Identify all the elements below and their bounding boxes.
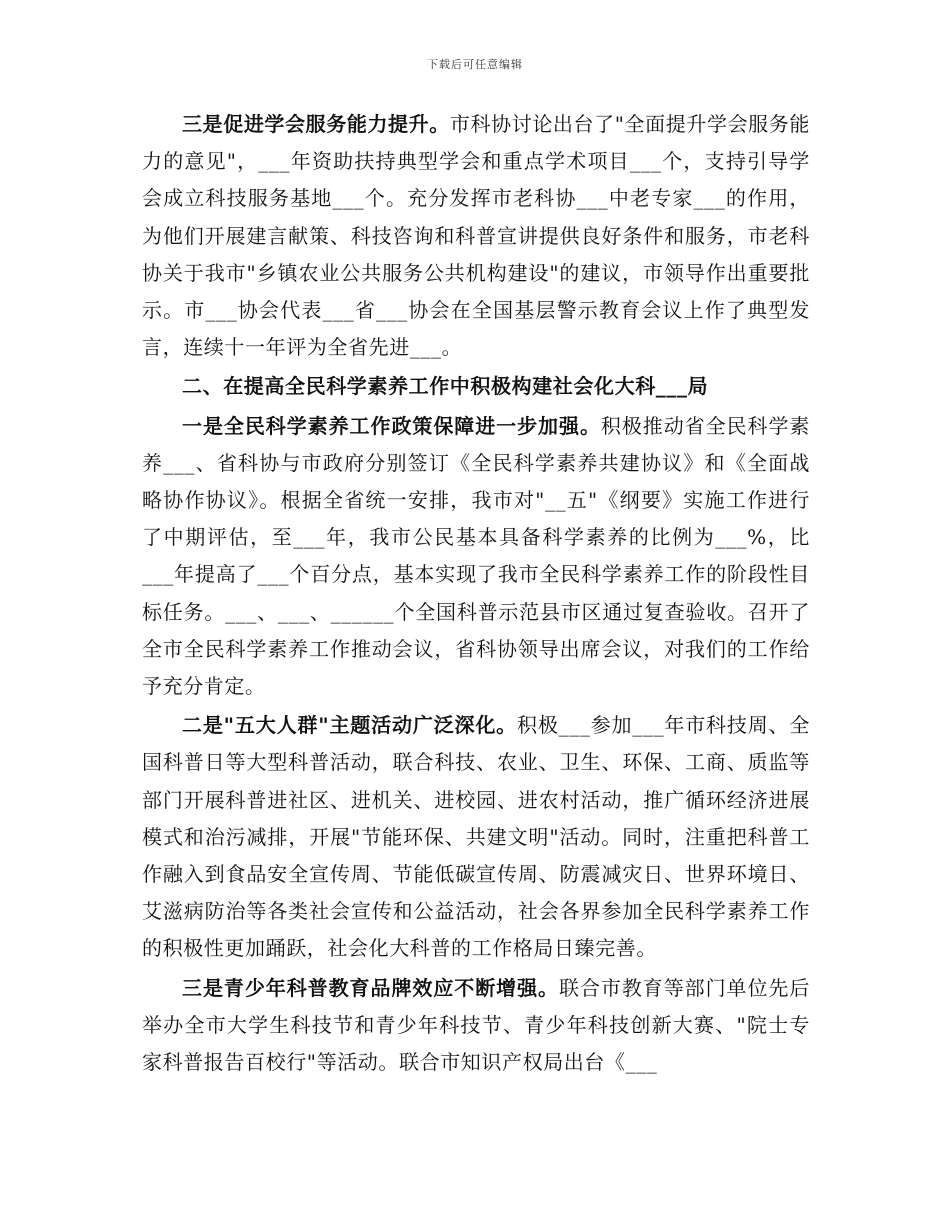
document-body xyxy=(142,106,810,1083)
paragraph-lead: 一是全民科学素养工作政策保障进一步加强。 xyxy=(182,413,601,438)
paragraph-theme-activities xyxy=(142,707,810,967)
paragraph-service-capacity xyxy=(142,106,810,366)
paragraph-text: 积极推动省全民科学素养___、省科协与市政府分别签订《全民科学素养共建协议》和《全面战略协作协议》。根据全省统一安排，我市对"__五"《纲要》实施工作进行了中期评估，至___年，我市公民基本具备科学素养的比例为___%，比___年提高了___个百分点，基本实现了我市全民科学素养工作的阶段性目标任务。___、___、______个全国科普示范县市区通过复查验收。召开了全市全民科学素养工作推动会议，省科协领导出席会议，对我们的工作给予充分肯定。 xyxy=(142,413,811,699)
paragraph-youth-education xyxy=(142,970,810,1082)
paragraph-lead: 三是青少年科普教育品牌效应不断增强。 xyxy=(182,975,559,1000)
paragraph-lead: 三是促进学会服务能力提升。 xyxy=(182,112,450,136)
paragraph-lead: 二是"五大人群"主题活动广泛深化。 xyxy=(182,713,517,738)
paragraph-text: 联合市教育等部门单位先后举办全市大学生科技节和青少年科技节、青少年科技创新大赛、"院士专家科普报告百校行"等活动。联合市知识产权局出台《___ xyxy=(142,975,810,1075)
paragraph-text: 积极___参加___年市科技周、全国科普日等大型科普活动，联合科技、农业、卫生、环保、工商、质监等部门开展科普进社区、进机关、进校园、进农村活动，推广循环经济进展模式和治污减排，开展"节能环保、共建文明"活动。同时，注重把科普工作融入到食品安全宣传周、节能低碳宣传周、防震减灾日、世界环境日、艾滋病防治等各类社会宣传和公益活动，社会各界参加全民科学素养工作的积极性更加踊跃，社会化大科普的工作格局日臻完善。 xyxy=(142,713,810,961)
section-heading: 二、在提高全民科学素养工作中积极构建社会化大科___局 xyxy=(182,374,709,399)
paragraph-policy-support xyxy=(142,408,810,706)
paragraph-text: 市科协讨论出台了"全面提升学会服务能力的意见"，___年资助扶持典型学会和重点学术项目___个，支持引导学会成立科技服务基地___个。充分发挥市老科协___中老专家___的作用，为他们开展建言献策、科技咨询和科普宣讲提供良好条件和服务，市老科协关于我市"乡镇农业公共服务公共机构建设"的建议，市领导作出重要批示。市___协会代表___省___协会在全国基层警示教育会议上作了典型发言，连续十一年评为全省先进___。 xyxy=(142,112,810,360)
page-header: 下载后可任意编辑 xyxy=(427,58,523,71)
